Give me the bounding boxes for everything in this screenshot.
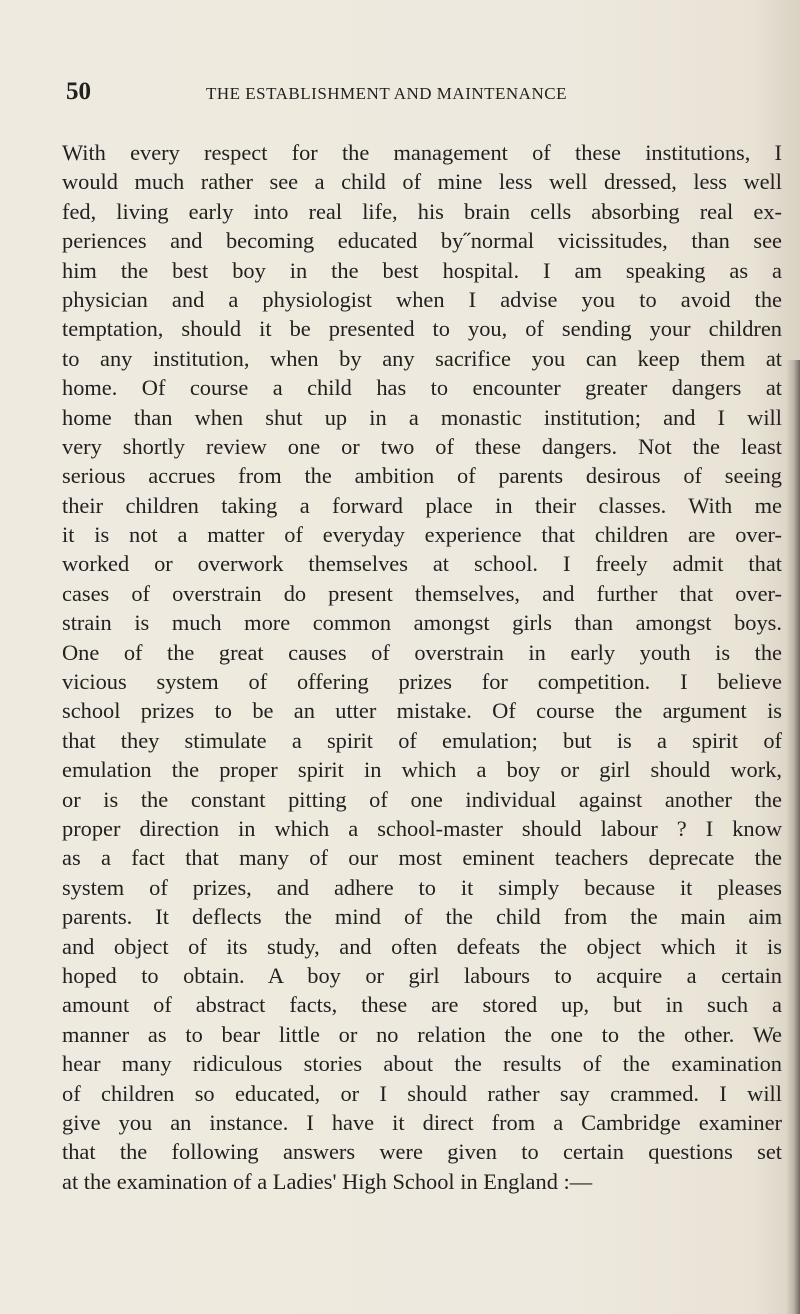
- text-line: periences and becoming educated by˝normal vicissitudes, than see: [62, 228, 782, 254]
- text-line: school prizes to be an utter mistake. Of course the argument is: [62, 698, 782, 724]
- text-line: him the best boy in the best hospital. I am speaking as a: [62, 257, 782, 283]
- text-line: it is not a matter of everyday experience that children are over-: [62, 522, 782, 548]
- text-line: temptation, should it be presented to you, of sending your children: [62, 316, 782, 342]
- text-line: With every respect for the management of these institutions, I: [62, 140, 782, 165]
- text-line: to any institution, when by any sacrifice you can keep them at: [62, 345, 782, 371]
- text-line: amount of abstract facts, these are stored up, but in such a: [62, 992, 782, 1018]
- text-line: serious accrues from the ambition of parents desirous of seeing: [62, 463, 782, 489]
- text-line: vicious system of offering prizes for competition. I believe: [62, 669, 782, 695]
- text-line: parents. It deflects the mind of the child from the main aim: [62, 904, 782, 930]
- text-line: home. Of course a child has to encounter greater dangers at: [62, 375, 782, 401]
- text-line: hoped to obtain. A boy or girl labours to acquire a certain: [62, 962, 782, 988]
- text-line: strain is much more common amongst girls than amongst boys.: [62, 610, 782, 636]
- text-line: and object of its study, and often defeats the object which it is: [62, 933, 782, 959]
- text-line: One of the great causes of overstrain in early youth is the: [62, 639, 782, 665]
- body-paragraph: [62, 138, 782, 1196]
- text-line: physician and a physiologist when I advise you to avoid the: [62, 286, 782, 312]
- text-line: hear many ridiculous stories about the results of the examination: [62, 1051, 782, 1077]
- text-line: very shortly review one or two of these dangers. Not the least: [62, 433, 782, 459]
- text-line: that the following answers were given to certain questions set: [62, 1139, 782, 1165]
- text-line: fed, living early into real life, his brain cells absorbing real ex-: [62, 198, 782, 224]
- text-line: their children taking a forward place in their classes. With me: [62, 492, 782, 518]
- text-line: give you an instance. I have it direct from a Cambridge examiner: [62, 1109, 782, 1135]
- text-line: home than when shut up in a monastic institution; and I will: [62, 404, 782, 430]
- text-line: at the examination of a Ladies' High School in England :—: [62, 1168, 593, 1194]
- text-line: that they stimulate a spirit of emulation; but is a spirit of: [62, 727, 782, 753]
- text-line: proper direction in which a school-master should labour ? I know: [62, 815, 782, 841]
- text-line: cases of overstrain do present themselves, and further that over-: [62, 580, 782, 606]
- text-line: system of prizes, and adhere to it simply because it pleases: [62, 874, 782, 900]
- running-head: THE ESTABLISHMENT AND MAINTENANCE: [206, 84, 567, 103]
- text-line: would much rather see a child of mine less well dressed, less well: [62, 169, 782, 195]
- page-edge-shadow: [786, 360, 800, 1314]
- text-line: or is the constant pitting of one individual against another the: [62, 786, 782, 812]
- text-line: as a fact that many of our most eminent teachers deprecate the: [62, 845, 782, 871]
- page-number: 50: [66, 78, 91, 105]
- text-line: of children so educated, or I should rather say crammed. I will: [62, 1080, 782, 1106]
- text-line: emulation the proper spirit in which a boy or girl should work,: [62, 757, 782, 783]
- page-header: [66, 78, 766, 114]
- text-line: worked or overwork themselves at school. I freely admit that: [62, 551, 782, 577]
- text-line: manner as to bear little or no relation the one to the other. We: [62, 1021, 782, 1047]
